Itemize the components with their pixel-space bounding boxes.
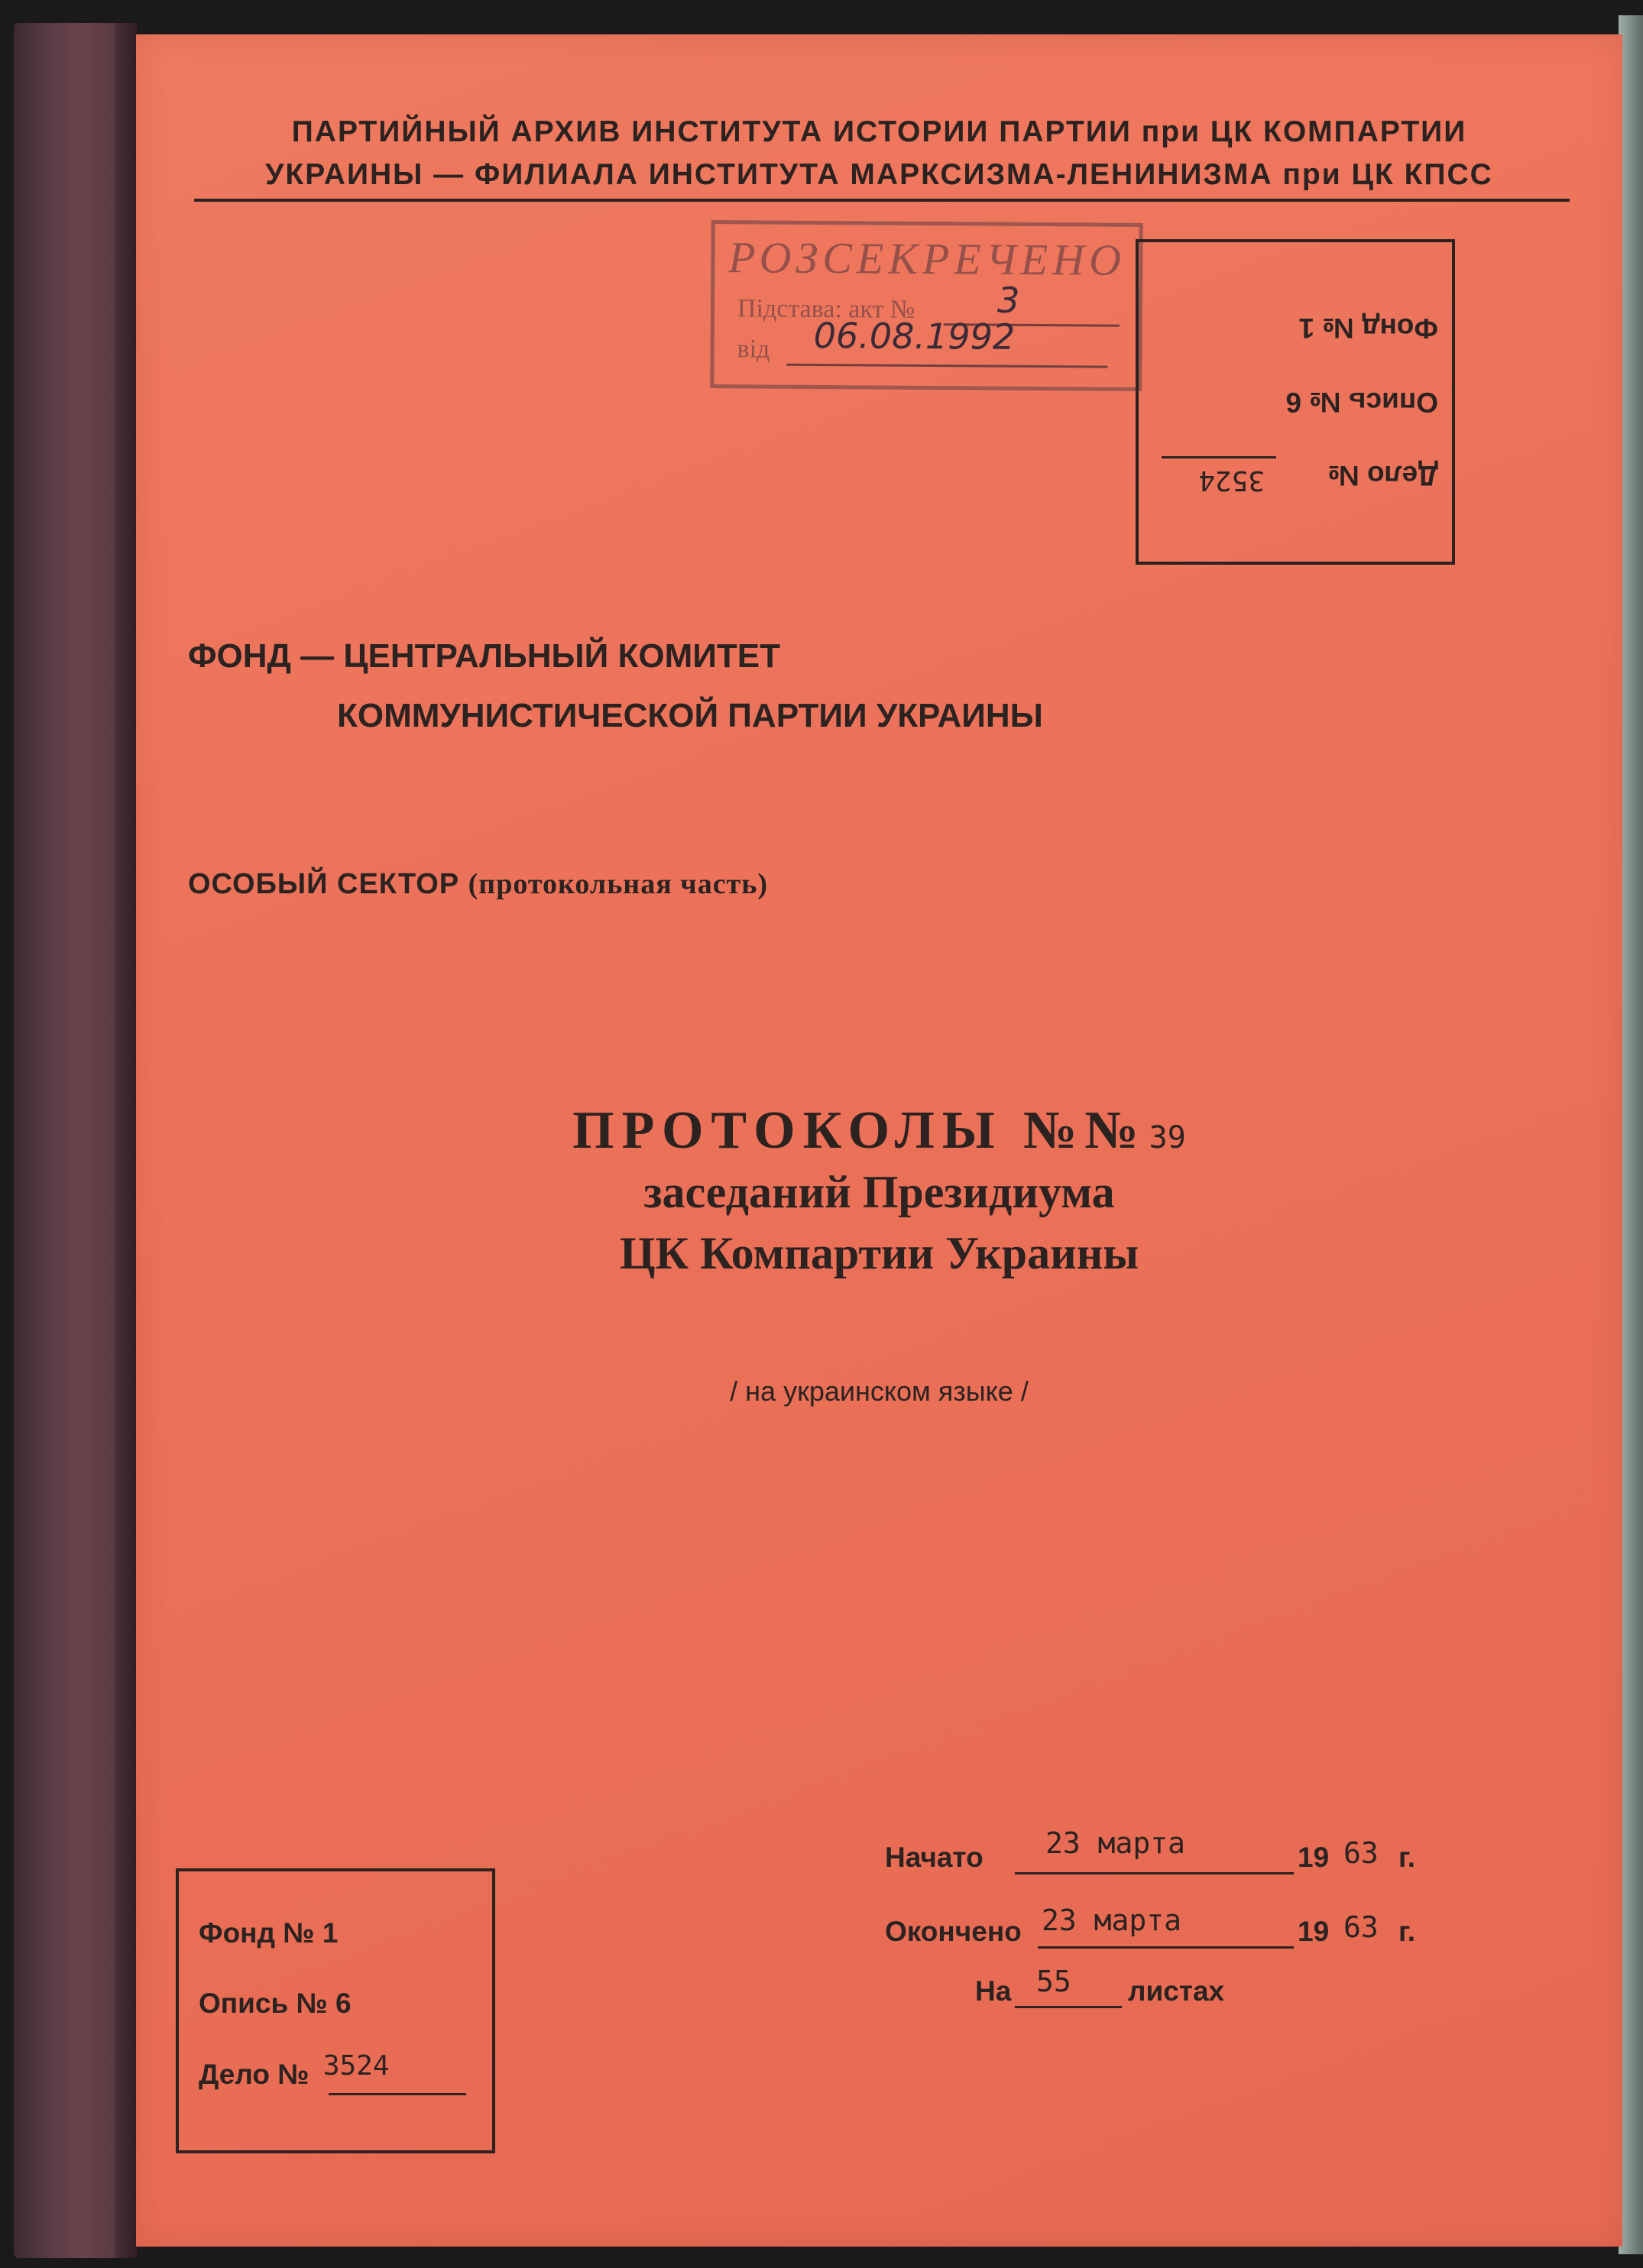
protocols-block bbox=[136, 1100, 1622, 1284]
archive-label-box-inverted bbox=[1136, 239, 1455, 565]
fond-title bbox=[188, 627, 1043, 746]
started-year-suffix: г. bbox=[1398, 1842, 1415, 1873]
archive-header-line1: ПАРТИЙНЫЙ АРХИВ ИНСТИТУТА ИСТОРИИ ПАРТИИ при ЦК КОМПАРТИИ bbox=[291, 115, 1467, 148]
ended-line bbox=[1038, 1946, 1294, 1949]
sector-main: ОСОБЫЙ СЕКТОР bbox=[188, 868, 460, 900]
label-fond: Фонд № 1 bbox=[1298, 313, 1438, 344]
stamp-title: РОЗСЕКРЕЧЕНО bbox=[728, 232, 1126, 285]
stamp-line bbox=[786, 364, 1107, 368]
label-delo-value: 3524 bbox=[322, 2050, 390, 2082]
protocols-line3: ЦК Компартии Украины bbox=[619, 1228, 1139, 1278]
inverted-label bbox=[1139, 242, 1452, 562]
sheets-value: 55 bbox=[1036, 1965, 1071, 1998]
sheets-line bbox=[1015, 2006, 1122, 2008]
stamp-date: 06.08.1992 bbox=[813, 314, 1016, 358]
stamp-act-number: 3 bbox=[996, 279, 1020, 321]
fond-title-line2: КОММУНИСТИЧЕСКОЙ ПАРТИИ УКРАИНЫ bbox=[337, 697, 1043, 734]
protocols-number: 39 bbox=[1149, 1120, 1186, 1155]
folder-cover bbox=[136, 34, 1622, 2247]
ended-year: 63 bbox=[1343, 1910, 1379, 1944]
label-delo: Дело № bbox=[1327, 460, 1438, 491]
started-year-prefix: 19 bbox=[1298, 1842, 1330, 1873]
declassified-stamp bbox=[710, 220, 1143, 391]
sector-paren: (протокольная часть) bbox=[468, 868, 768, 900]
protocols-heading: ПРОТОКОЛЫ №№ bbox=[572, 1101, 1146, 1160]
fond-title-line1: ФОНД — ЦЕНТРАЛЬНЫЙ КОМИТЕТ bbox=[188, 637, 780, 675]
label-delo bbox=[199, 2050, 390, 2091]
started-line bbox=[1015, 1872, 1294, 1874]
stamp-row1-label: Підстава: акт № bbox=[737, 294, 915, 324]
sheets-label: На bbox=[975, 1975, 1012, 2007]
spine-edge bbox=[115, 23, 138, 2258]
dates-block bbox=[885, 1823, 1611, 2052]
archive-label-box bbox=[176, 1868, 495, 2153]
ended-year-prefix: 19 bbox=[1298, 1916, 1330, 1947]
label-delo-line bbox=[329, 2093, 466, 2095]
label-opis: Опись № 6 bbox=[199, 1988, 352, 2019]
language-note: / на украинском языке / bbox=[730, 1375, 1029, 1407]
started-year: 63 bbox=[1343, 1836, 1379, 1870]
label-delo-text: Дело № bbox=[199, 2059, 309, 2090]
ended-label: Окончено bbox=[885, 1916, 1022, 1947]
sector-title bbox=[188, 867, 768, 901]
ended-year-suffix: г. bbox=[1398, 1916, 1415, 1947]
label-delo-value: 3524 bbox=[1198, 465, 1265, 496]
started-value: 23 марта bbox=[1045, 1826, 1186, 1860]
protocols-line2: заседаний Президиума bbox=[643, 1167, 1115, 1217]
started-label: Начато bbox=[885, 1842, 984, 1873]
sheets-suffix: листах bbox=[1128, 1975, 1225, 2007]
label-delo-line bbox=[1162, 456, 1276, 458]
stamp-row2-label: від bbox=[737, 335, 770, 364]
label-opis: Опись № 6 bbox=[1285, 387, 1438, 418]
archive-header bbox=[136, 111, 1622, 196]
header-divider bbox=[194, 199, 1570, 202]
archive-header-line2: УКРАИНЫ — ФИЛИАЛА ИНСТИТУТА МАРКСИЗМА-ЛЕНИНИЗМА при ЦК КПСС bbox=[265, 158, 1493, 191]
label-fond: Фонд № 1 bbox=[199, 1917, 339, 1949]
ended-value: 23 марта bbox=[1042, 1904, 1182, 1937]
